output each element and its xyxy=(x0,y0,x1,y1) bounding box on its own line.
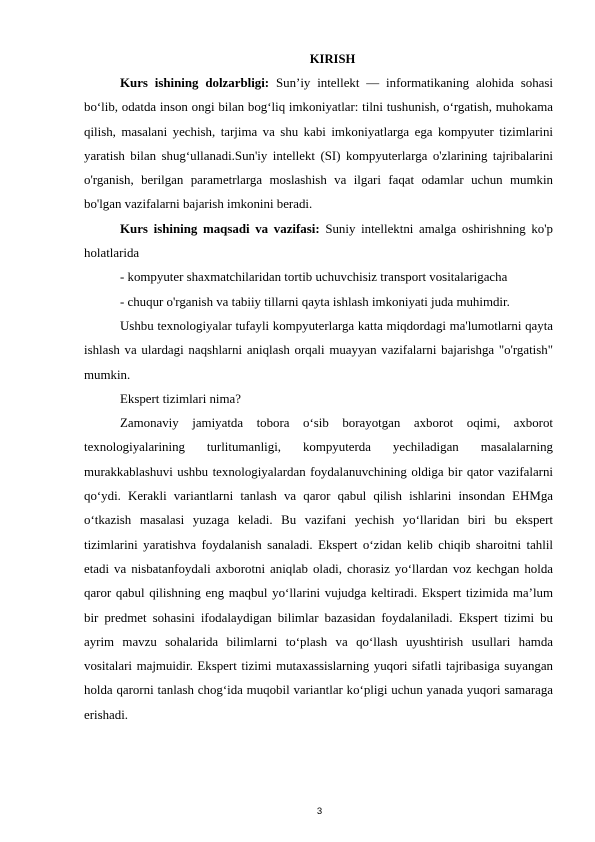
paragraph-expert-systems: Zamonaviy jamiyatda tobora o‘sib borayotgan axborot oqimi, axborot texnologiyalarining turlitumanligi, kompyuterda yechiladigan masalalarning murakkablashuvi ushbu texnologiyalardan foydalanuvchining oldiga bir qator vazifalarni qo‘ydi. Kerakli variantlarni tanlash va qaror qabul qilish ishlarini insondan EHMga o‘tkazish masalasi yuzaga keladi. Bu vazifani yechish yo‘llaridan biri bu ekspert tizimlarini yaratishva foydalanish sanaladi. Ekspert o‘zidan kelib chiqib sharoitni tahlil etadi va nisbatanfoydali axborotni aniqlab oladi, chorasiz yo‘llardan voz kechgan holda qaror qabul qilishning eng maqbul yo‘llarini vujudga keltiradi. Ekspert tizimida ma’lum bir predmet sohasini ifodalaydigan bilimlar bazasidan foydalaniladi. Ekspert tizimi bu ayrim mavzu sohalarida bilimlarni to‘plash va qo‘llash uyushtirish usullari hamda vositalari majmuidir. Ekspert tizimi mutaxassislarning yuqori sifatli tajribasiga suyangan holda qarorni tanlash chog‘ida muqobil variantlar ko‘pligi uchun yanada yuqori samaraga erishadi. xyxy=(84,416,553,722)
paragraph-technologies: Ushbu texnologiyalar tufayli kompyuterlarga katta miqdordagi ma'lumotlarni qayta ishlash va ulardagi naqshlarni aniqlash orqali muayyan vazifalarni bajarishga "o'rgatish" mumkin. xyxy=(84,318,553,382)
goal-heading: Kurs ishining maqsadi va vazifasi: xyxy=(120,221,320,236)
document-title: KIRISH xyxy=(309,52,356,66)
bullet-item-2: - chuqur o'rganish va tabiiy tillarni qayta ishlash imkoniyati juda muhimdir. xyxy=(120,294,510,309)
goal-text: Suniy intellektni amalga oshirishning ko'p holatlarida xyxy=(84,221,553,261)
bullet-item-1: - kompyuter shaxmatchilaridan tortib uchuvchisiz transport vositalarigacha xyxy=(120,270,508,285)
relevance-heading: Kurs ishining dolzarbligi: xyxy=(120,76,270,90)
page-number: 3 xyxy=(316,806,323,817)
relevance-text: Sun’iy intellekt — informatikaning alohida sohasi bo‘lib, odatda inson ongi bilan bog‘liq imkoniyatlar: tilni tushunish, o‘rgatish, muhokama qilish, masalani yechish, tarjima va shu kabi imkoniyatlarga ega kompyuter tizimlarini yaratish bilan shug‘ullanadi.Sun'iy intellekt (SI) kompyuterlarga o'zlarining tajribalarini o'rganish, berilgan parametrlarga moslashish va ilgari faqat odamlar uchun mumkin bo'lgan vazifalarni bajarish imkonini beradi. xyxy=(84,76,553,212)
paragraph-goal xyxy=(84,217,553,266)
document-page xyxy=(84,50,553,727)
paragraph-relevance xyxy=(84,71,553,217)
paragraph-question: Ekspert tizimlari nima? xyxy=(120,391,241,406)
